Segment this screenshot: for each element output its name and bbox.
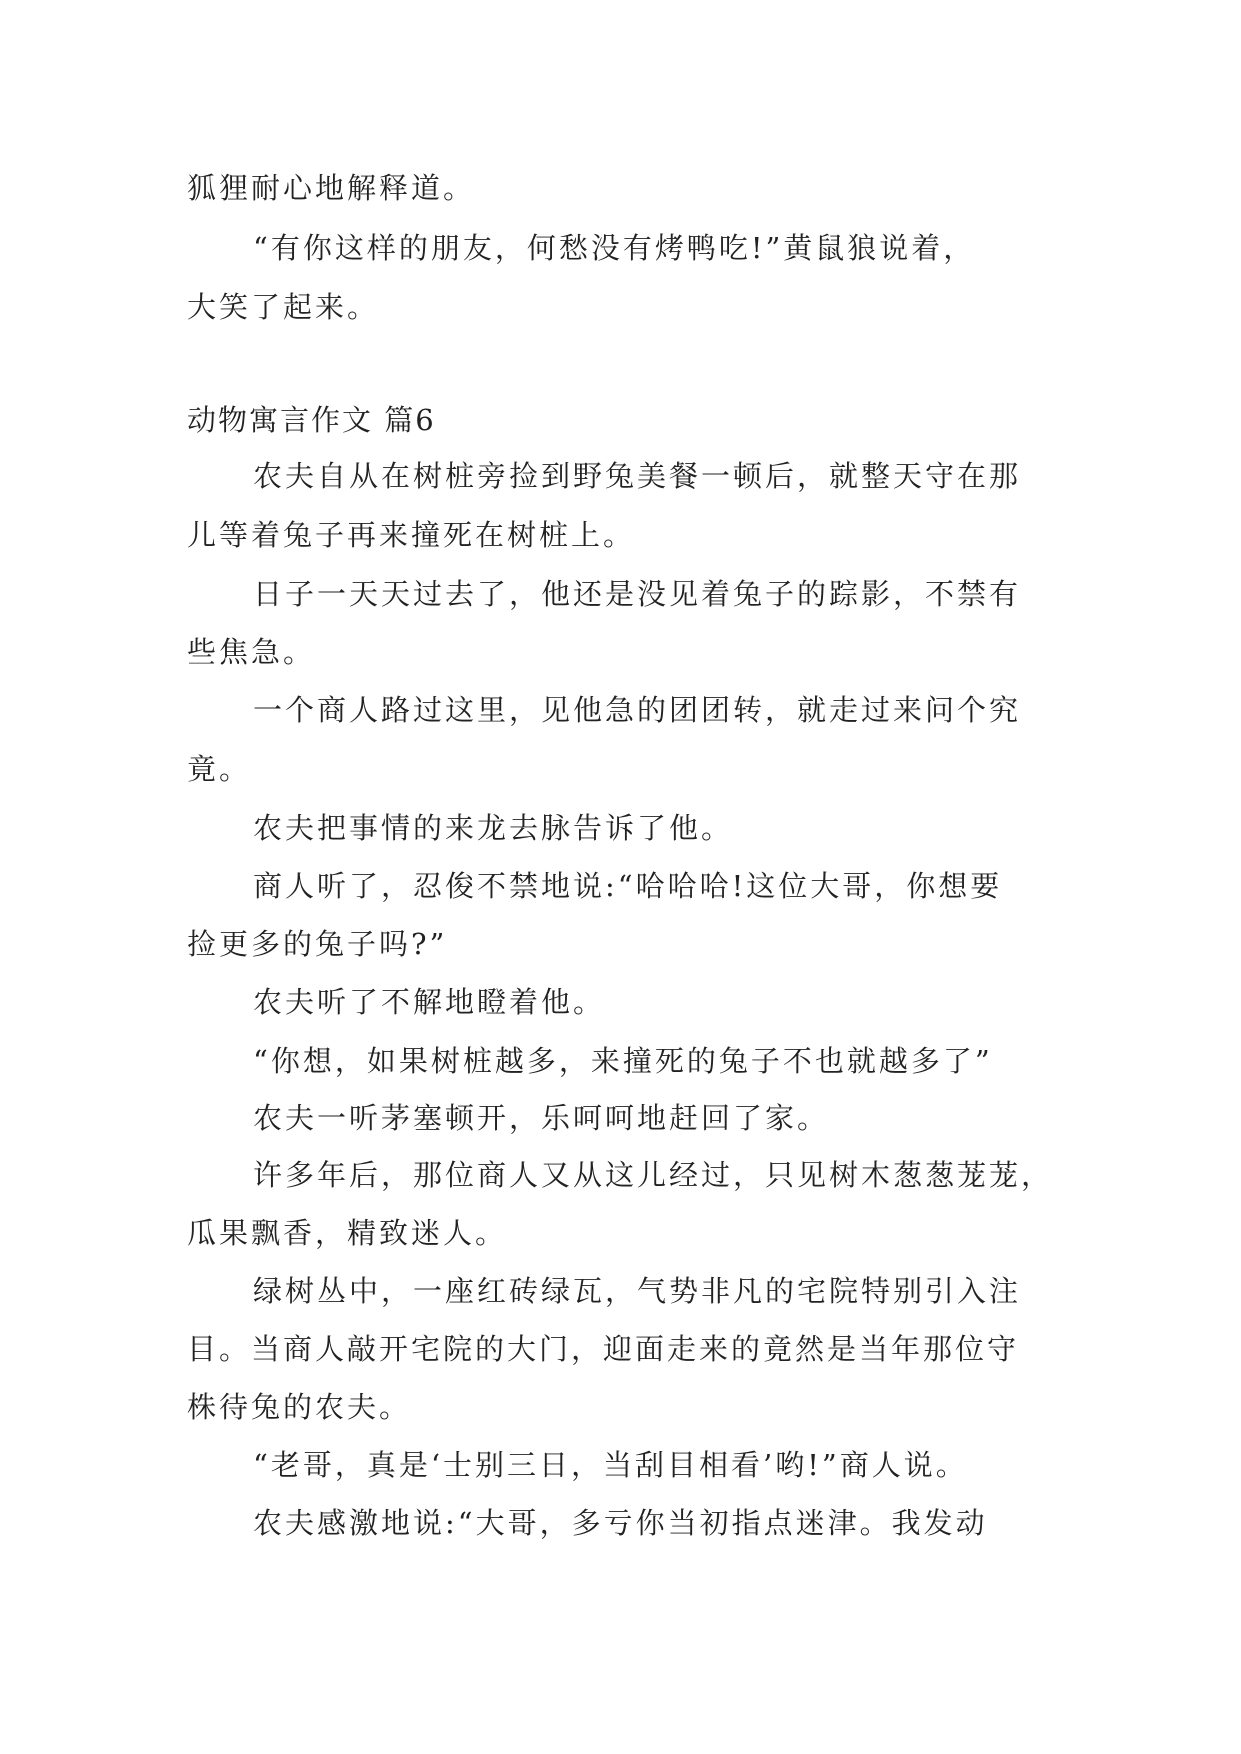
paragraph-line: 农夫听了不解地瞪着他。 — [253, 985, 606, 1019]
paragraph-line: 许多年后，那位商人又从这儿经过，只见树木葱葱茏茏， — [253, 1158, 1054, 1192]
paragraph-line: 农夫自从在树桩旁捡到野兔美餐一顿后，就整天守在那 — [253, 459, 1022, 493]
paragraph-line: 瓜果飘香，精致迷人。 — [187, 1216, 508, 1250]
paragraph-line: 一个商人路过这里，见他急的团团转，就走过来问个究 — [253, 693, 1022, 727]
paragraph-line: 儿等着兔子再来撞死在树桩上。 — [187, 518, 636, 552]
paragraph-line: “你想，如果树桩越多，来撞死的兔子不也就越多了” — [253, 1044, 993, 1078]
paragraph-line: 目。当商人敲开宅院的大门，迎面走来的竟然是当年那位守 — [187, 1332, 1020, 1366]
paragraph-line: 竟。 — [187, 752, 252, 786]
paragraph-line: 农夫把事情的来龙去脉告诉了他。 — [253, 811, 734, 845]
paragraph-line: 农夫一听茅塞顿开，乐呵呵地赶回了家。 — [253, 1101, 830, 1135]
paragraph-line: 狐狸耐心地解释道。 — [187, 171, 476, 205]
paragraph-line: “有你这样的朋友，何愁没有烤鸭吃!”黄鼠狼说着， — [253, 231, 976, 265]
paragraph-line: 商人听了，忍俊不禁地说:“哈哈哈!这位大哥，你想要 — [253, 869, 1003, 903]
paragraph-line: 捡更多的兔子吗?” — [187, 927, 448, 961]
paragraph-line: 绿树丛中，一座红砖绿瓦，气势非凡的宅院特别引入注 — [253, 1274, 1022, 1308]
paragraph-line: “老哥，真是‘士别三日，当刮目相看’哟!”商人说。 — [253, 1448, 968, 1482]
paragraph-line: 农夫感激地说:“大哥，多亏你当初指点迷津。我发动 — [253, 1506, 988, 1540]
paragraph-line: 大笑了起来。 — [187, 290, 380, 324]
section-heading: 动物寓言作文 篇6 — [187, 403, 436, 437]
paragraph-line: 日子一天天过去了，他还是没见着兔子的踪影，不禁有 — [253, 577, 1022, 611]
paragraph-line: 些焦急。 — [187, 635, 316, 669]
paragraph-line: 株待兔的农夫。 — [187, 1390, 412, 1424]
